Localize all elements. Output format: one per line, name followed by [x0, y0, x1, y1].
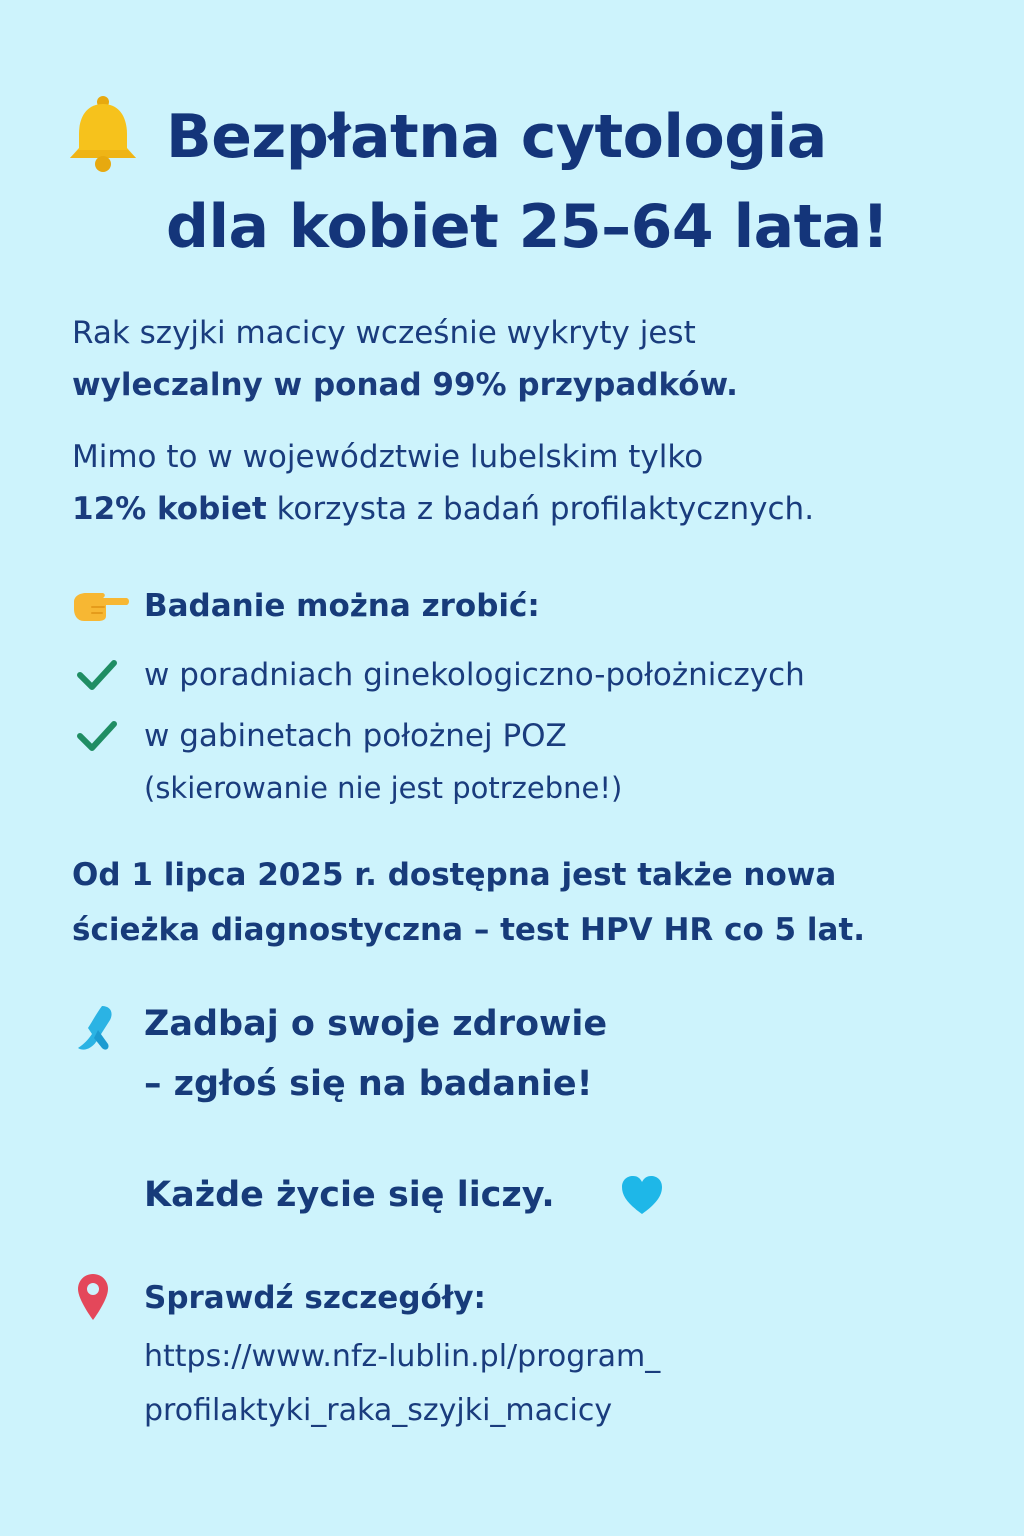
url-line-1[interactable]: https://www.nfz-lublin.pl/program_	[144, 1339, 661, 1374]
intro-paragraph-1	[72, 307, 992, 411]
every-life-counts: Każde życie się liczy.	[144, 1175, 555, 1215]
title-line-2: dla kobiet 25–64 lata!	[166, 192, 889, 262]
url-line-2[interactable]: profilaktyki_raka_szyjki_macicy	[144, 1393, 613, 1428]
where-title: Badanie można zrobić:	[144, 588, 540, 624]
check-icon	[76, 719, 118, 753]
title-line-1: Bezpłatna cytologia	[166, 102, 827, 172]
new-path-line-1: Od 1 lipca 2025 r. dostępna jest także nowa	[72, 857, 837, 893]
pointing-hand-icon	[72, 590, 130, 622]
list-item-label: w poradniach ginekologiczno-położniczych	[144, 657, 805, 693]
details-url[interactable]	[144, 1330, 660, 1438]
where-heading	[72, 580, 972, 632]
care-line-2: – zgłoś się na badanie!	[144, 1064, 593, 1104]
intro-bold-1: wyleczalny w ponad 99% przypadków.	[72, 367, 738, 403]
heart-icon	[620, 1174, 664, 1216]
intro-text-2: Mimo to w województwie lubelskim tylko	[72, 439, 704, 475]
location-pin-icon	[76, 1272, 110, 1322]
page-title	[166, 92, 889, 272]
details-label: Sprawdź szczegóły:	[144, 1280, 486, 1316]
new-diagnostic-path	[72, 848, 1002, 958]
intro-rest-2: korzysta z badań profilaktycznych.	[266, 491, 815, 527]
list-item-label: w gabinetach położnej POZ	[144, 718, 567, 754]
new-path-line-2: ścieżka diagnostyczna – test HPV HR co 5 lat.	[72, 912, 866, 948]
bell-icon	[64, 94, 142, 174]
care-message	[144, 994, 607, 1114]
care-line-1: Zadbaj o swoje zdrowie	[144, 1004, 608, 1044]
check-icon	[76, 658, 118, 692]
intro-bold-2: 12% kobiet	[72, 491, 267, 527]
list-item-note: (skierowanie nie jest potrzebne!)	[144, 771, 623, 805]
ribbon-icon	[74, 1004, 118, 1054]
intro-text-1: Rak szyjki macicy wcześnie wykryty jest	[72, 315, 696, 351]
intro-paragraph-2	[72, 431, 992, 535]
